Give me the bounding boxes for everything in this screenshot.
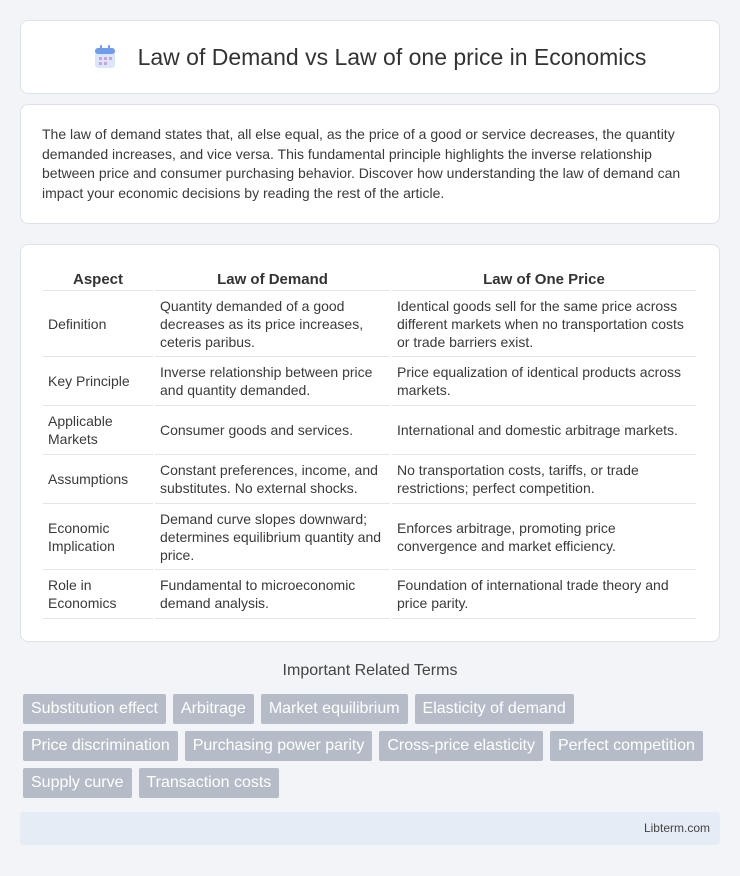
related-term-tag[interactable]: Transaction costs [139,768,280,798]
table-row [43,291,696,357]
header-card [20,20,720,94]
footer-site-link[interactable]: Libterm.com [643,821,710,835]
cell-law-of-one-price: Foundation of international trade theory and price parity. [392,570,696,619]
cell-law-of-demand: Inverse relationship between price and quantity demanded. [155,357,390,406]
comparison-table [41,267,698,619]
related-term-tag[interactable]: Substitution effect [23,694,166,724]
page-title: Law of Demand vs Law of one price in Economics [137,43,647,70]
related-term-tag[interactable]: Cross-price elasticity [379,731,543,761]
related-terms-title: Important Related Terms [282,662,458,679]
cell-law-of-one-price: Enforces arbitrage, promoting price convergence and market efficiency. [392,504,696,570]
table-row [43,504,696,570]
cell-aspect: Economic Implication [43,504,153,570]
footer [20,812,720,845]
header-law-of-one-price: Law of One Price [392,267,696,291]
table-row [43,570,696,619]
related-term-tag[interactable]: Price discrimination [23,731,178,761]
cell-aspect: Definition [43,291,153,357]
cell-aspect: Role in Economics [43,570,153,619]
cell-aspect: Applicable Markets [43,406,153,455]
related-term-tag[interactable]: Market equilibrium [261,694,408,724]
comparison-card [20,244,720,642]
header-law-of-demand: Law of Demand [155,267,390,291]
related-term-tag[interactable]: Arbitrage [173,694,254,724]
cell-law-of-demand: Fundamental to microeconomic demand analysis. [155,570,390,619]
table-row [43,357,696,406]
cell-law-of-one-price: International and domestic arbitrage markets. [392,406,696,455]
cell-aspect: Assumptions [43,455,153,504]
related-term-tag[interactable]: Supply curve [23,768,132,798]
cell-law-of-one-price: No transportation costs, tariffs, or trade restrictions; perfect competition. [392,455,696,504]
cell-law-of-one-price: Price equalization of identical products across markets. [392,357,696,406]
cell-law-of-demand: Constant preferences, income, and substitutes. No external shocks. [155,455,390,504]
related-term-tag[interactable]: Perfect competition [550,731,703,761]
related-term-tag[interactable]: Purchasing power parity [185,731,373,761]
table-row [43,455,696,504]
cell-law-of-demand: Quantity demanded of a good decreases as its price increases, ceteris paribus. [155,291,390,357]
cell-law-of-demand: Demand curve slopes downward; determines equilibrium quantity and price. [155,504,390,570]
related-terms-list [23,694,723,805]
cell-aspect: Key Principle [43,357,153,406]
table-row [43,406,696,455]
cell-law-of-one-price: Identical goods sell for the same price across different markets when no transportation costs or trade barriers exist. [392,291,696,357]
intro-card [20,104,720,224]
header-aspect: Aspect [43,267,153,291]
cell-law-of-demand: Consumer goods and services. [155,406,390,455]
table-header-row [43,267,696,291]
calendar-icon [94,45,116,69]
intro-text: The law of demand states that, all else equal, as the price of a good or service decreases, the quantity demanded increases, and vice versa. This fundamental principle highlights the inverse relationship between price and consumer purchasing behavior. Discover how understanding the law of demand can impact your economic decisions by reading the rest of the article. [42,126,681,201]
related-term-tag[interactable]: Elasticity of demand [415,694,574,724]
